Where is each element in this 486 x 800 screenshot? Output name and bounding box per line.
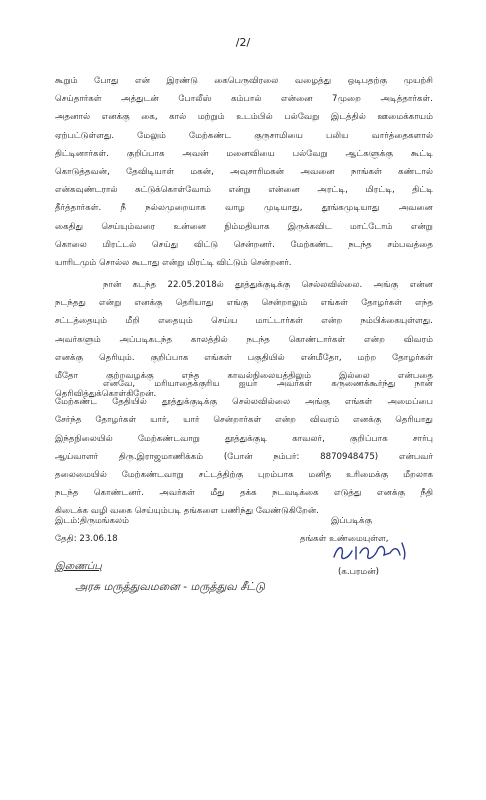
attachment-label: இணைப்பு [55, 561, 102, 572]
place-text: இடம்:திருமங்கலம் [55, 516, 130, 526]
text-line: கொலை மிரட்டல் செய்து விட்டு சென்றனர். மேற்கண்ட நடந்த சம்பவத்தை [55, 239, 433, 250]
paragraph-3 [55, 375, 433, 521]
handwritten-signature [330, 537, 410, 565]
text-line: எனவே, மரியாதைக்குரிய ஐயா அவர்கள் கருணைக்கூர்ந்து நான் [103, 379, 433, 389]
text-line: அவர்களும் அப்படிகடந்த காலத்தில் நடந்த கொண்டார்கள் என்ற விவரம் [55, 334, 433, 345]
page-number: /2/ [235, 36, 251, 49]
text-line: கொடுத்தவன், தேவிடியாள் மகன், அவுசாரிமகன் அவனை நாங்கள் கண்டால் [55, 167, 433, 178]
yours-text: தங்கள் உண்மையுள்ள, [300, 534, 389, 544]
text-line: ஏற்பட்டுள்ளது. மேலும் மேற்கண்ட குருசாமியை பலிய வார்த்தைகளால் [55, 130, 433, 141]
text-line: நடந்த கொண்டனர். அவர்கள் மீது தக்க நடவடிக்கை எடுத்து எனக்கு நீதி [55, 488, 433, 499]
text-line: சேர்ந்த தோழர்கள் யார், யார் சென்றார்கள் என்ற விவரம் எனக்கு தெரியாது [55, 415, 433, 426]
text-line: யாரிடமும் சொல்ல கூடாது என்று மிரட்டி விட்டும் சென்றனர். [55, 258, 292, 269]
text-line: ஆய்வாளர் திரு.இராஜமாணிக்கம் (போன் நம்பர்: 8870948475) என்பவர் [55, 451, 433, 462]
paragraph-1 [55, 72, 433, 272]
text-line: மீதோ குற்றவழக்கு எந்த காவல்நிலையத்திலும் இல்லை என்பதை [55, 371, 433, 382]
text-line: சட்டத்தையும் மீறி எதையும் செய்ய மாட்டார்கள் என்ற நம்பிக்கையுள்ளது. [55, 316, 433, 327]
signer-name: (க.பரமன்) [338, 567, 380, 577]
attachment-text: அரசு மருத்துவமனை - மருத்துவ சீட்டு [75, 580, 265, 593]
text-line: கூறும் போது என் இரண்டு கைபெருவிரலை வழைத்து ஒடிபதற்கு முயற்சி [55, 76, 433, 86]
regards-text: இப்படிக்கு [331, 516, 373, 526]
text-line: தீர்த்தார்கள். நீ நல்லமுறையாக வாழ முடியாது, தூங்கமுடியாது அவனை [55, 203, 433, 214]
text-line: திட்டினார்கள். குறிப்பாக அவன் மனைவியை பல்வேறு ஆட்களுக்கு கூட்டி [55, 148, 433, 159]
text-line: தெரிவித்துக்கொள்கிறேன். [55, 389, 157, 400]
text-line: அதனால் எனக்கு கை, கால் மற்றும் உடம்பில் பல்வேறு இடத்தில் ஊமைக்காயம் [55, 112, 433, 123]
text-line: இந்தநிலையில் மேற்கண்டவாறு தூத்துக்குடி காவலர், குறிப்பாக சார்பு [55, 433, 433, 444]
text-line: நான் கடந்த 22.05.2018ல் தூத்துக்குடிக்கு செல்லவில்லை. அங்கு என்ன [103, 280, 433, 290]
text-line: செய்தார்கள் அத்துடன் போலீஸ் கம்பால் என்னை 7முறை அடித்தார்கள். [55, 94, 433, 105]
text-line: என்கவுண்டரால் சுட்டுக்கொள்வோம் என்று என்னை அரட்டி, மிரட்டி, திட்டி [55, 185, 433, 196]
text-line: கிடைக்க வழி வகை செய்யும்படி தங்களை பணிந்து வேண்டுகிறேன். [55, 506, 319, 517]
text-line: எனக்கு தெரியும். குறிப்பாக எங்கள் பகுதியில் என்மீதோ, மற்ற தோழர்கள் [55, 352, 433, 363]
text-line: நடந்தது என்று எனக்கு தெரியாது எங்கு சென்றாலும் எங்கள் தோழர்கள் எந்த [55, 298, 433, 309]
text-line: தலைமையில் மேற்கண்டவாறு சட்டத்திற்கு புறம்பாக மனித உரிமைக்கு மீறலாக [55, 470, 433, 481]
date-text: தேதி: 23.06.18 [55, 534, 118, 544]
text-line: மேற்கண்ட தேதியில் தூத்துக்குடிக்கு செல்லவில்லை அங்கு எங்கள் அமைப்பை [55, 397, 433, 408]
text-line: கைதிது செய்யும்வரை உன்னை நிம்மதியாக இருக்கவிட மாட்டோம் என்று [55, 221, 433, 232]
